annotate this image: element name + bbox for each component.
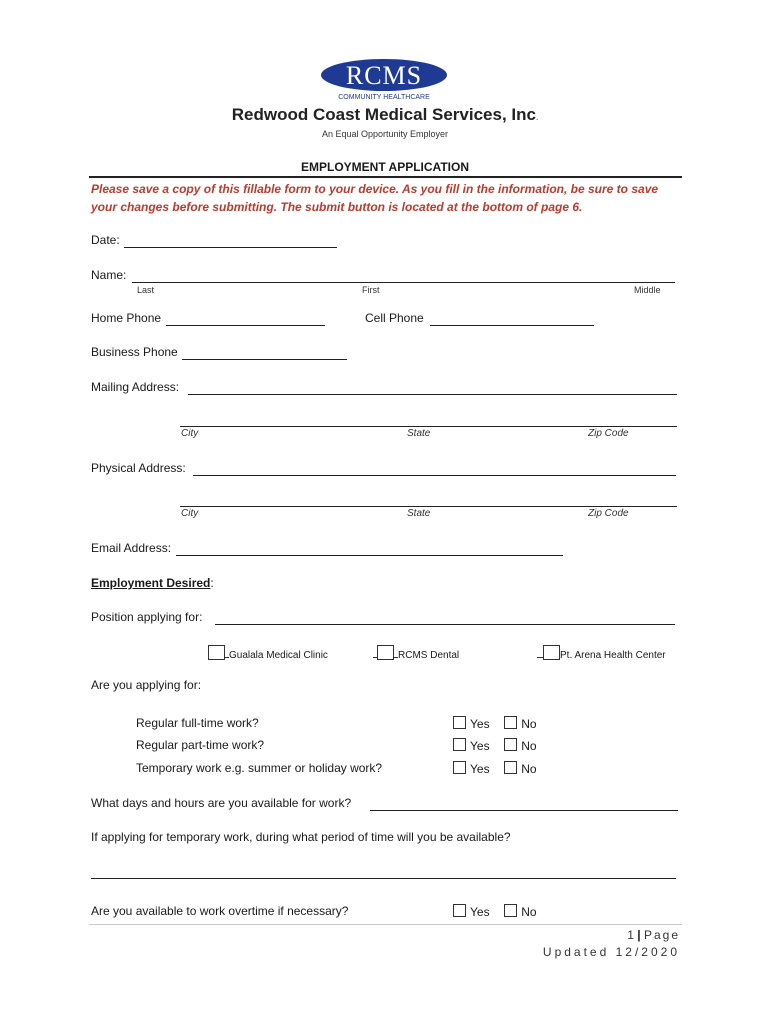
- days-hours-field[interactable]: [370, 798, 678, 811]
- footer-rule: [89, 924, 682, 925]
- name-sub-last: Last: [137, 285, 155, 295]
- work-type-options: Yes No: [453, 738, 537, 753]
- physical-sub-state: State: [407, 508, 431, 519]
- business-phone-label: Business Phone: [91, 345, 178, 359]
- location-rcms-dental[interactable]: RCMS Dental: [373, 645, 459, 661]
- checkbox-icon[interactable]: [504, 738, 517, 751]
- physical-address-field[interactable]: [193, 463, 676, 476]
- temp-period-field[interactable]: [91, 866, 676, 879]
- mailing-address-field[interactable]: [188, 382, 677, 395]
- checkbox-icon[interactable]: [504, 716, 517, 729]
- work-type-label: Regular part-time work?: [136, 738, 265, 752]
- checkbox-icon[interactable]: [504, 761, 517, 774]
- location-gualala[interactable]: Gualala Medical Clinic: [208, 645, 328, 661]
- mailing-sub-city: City: [181, 428, 199, 439]
- checkbox-icon[interactable]: [377, 645, 394, 660]
- overtime-label: Are you available to work overtime if necessary?: [91, 904, 349, 918]
- mailing-sub-zip: Zip Code: [588, 428, 629, 439]
- name-sub-first: First: [362, 285, 380, 295]
- home-phone-field[interactable]: [166, 313, 325, 326]
- days-hours-label: What days and hours are you available for work?: [91, 796, 352, 810]
- checkbox-icon[interactable]: [208, 645, 225, 660]
- work-type-options: Yes No: [453, 761, 537, 776]
- cell-phone-label: Cell Phone: [365, 311, 424, 325]
- checkbox-icon[interactable]: [543, 645, 560, 660]
- logo-subtext: COMMUNITY HEALTHCARE: [338, 94, 430, 101]
- work-type-options: Yes No: [453, 716, 537, 731]
- physical-address-label: Physical Address:: [91, 461, 186, 475]
- email-label: Email Address:: [91, 541, 172, 555]
- mailing-city-state-zip-field[interactable]: [180, 414, 677, 427]
- work-type-label: Temporary work e.g. summer or holiday work?: [136, 761, 383, 775]
- applying-for-label: Are you applying for:: [91, 678, 202, 692]
- name-field[interactable]: [132, 270, 675, 283]
- date-field[interactable]: [124, 235, 337, 248]
- home-phone-label: Home Phone: [91, 311, 162, 325]
- updated-date: Updated 12/2020: [542, 945, 680, 959]
- logo-text: RCMS: [345, 61, 423, 90]
- checkbox-icon[interactable]: [453, 904, 466, 917]
- business-phone-field[interactable]: [182, 347, 347, 360]
- checkbox-icon[interactable]: [504, 904, 517, 917]
- page-indicator: 1 | Page: [627, 928, 680, 942]
- name-label: Name:: [91, 268, 127, 282]
- mailing-sub-state: State: [407, 428, 431, 439]
- heading-rule: [89, 176, 682, 178]
- location-pt-arena[interactable]: Pt. Arena Health Center: [537, 645, 666, 661]
- email-field[interactable]: [176, 543, 563, 556]
- physical-sub-city: City: [181, 508, 199, 519]
- checkbox-icon[interactable]: [453, 716, 466, 729]
- overtime-options: Yes No: [453, 904, 537, 919]
- physical-city-state-zip-field[interactable]: [180, 494, 677, 507]
- rcms-logo: [318, 58, 450, 102]
- position-label: Position applying for:: [91, 610, 203, 624]
- work-type-label: Regular full-time work?: [136, 716, 259, 730]
- org-name: Redwood Coast Medical Services, Inc.: [231, 105, 539, 124]
- position-field[interactable]: [215, 612, 675, 625]
- checkbox-icon[interactable]: [453, 761, 466, 774]
- temp-period-label: If applying for temporary work, during what period of time will you be available?: [91, 830, 511, 844]
- employment-desired-heading: Employment Desired:: [91, 576, 214, 590]
- physical-sub-zip: Zip Code: [588, 508, 629, 519]
- date-label: Date:: [91, 233, 120, 247]
- form-heading: EMPLOYMENT APPLICATION: [301, 160, 469, 174]
- checkbox-icon[interactable]: [453, 738, 466, 751]
- tagline: An Equal Opportunity Employer: [321, 129, 449, 139]
- name-sub-middle: Middle: [634, 285, 661, 295]
- save-notice: Please save a copy of this fillable form to your device. As you fill in the information, be sure to save your changes before submitting. The submit button is located at the bottom of page 6.: [91, 182, 659, 214]
- cell-phone-field[interactable]: [430, 313, 594, 326]
- mailing-address-label: Mailing Address:: [91, 380, 180, 394]
